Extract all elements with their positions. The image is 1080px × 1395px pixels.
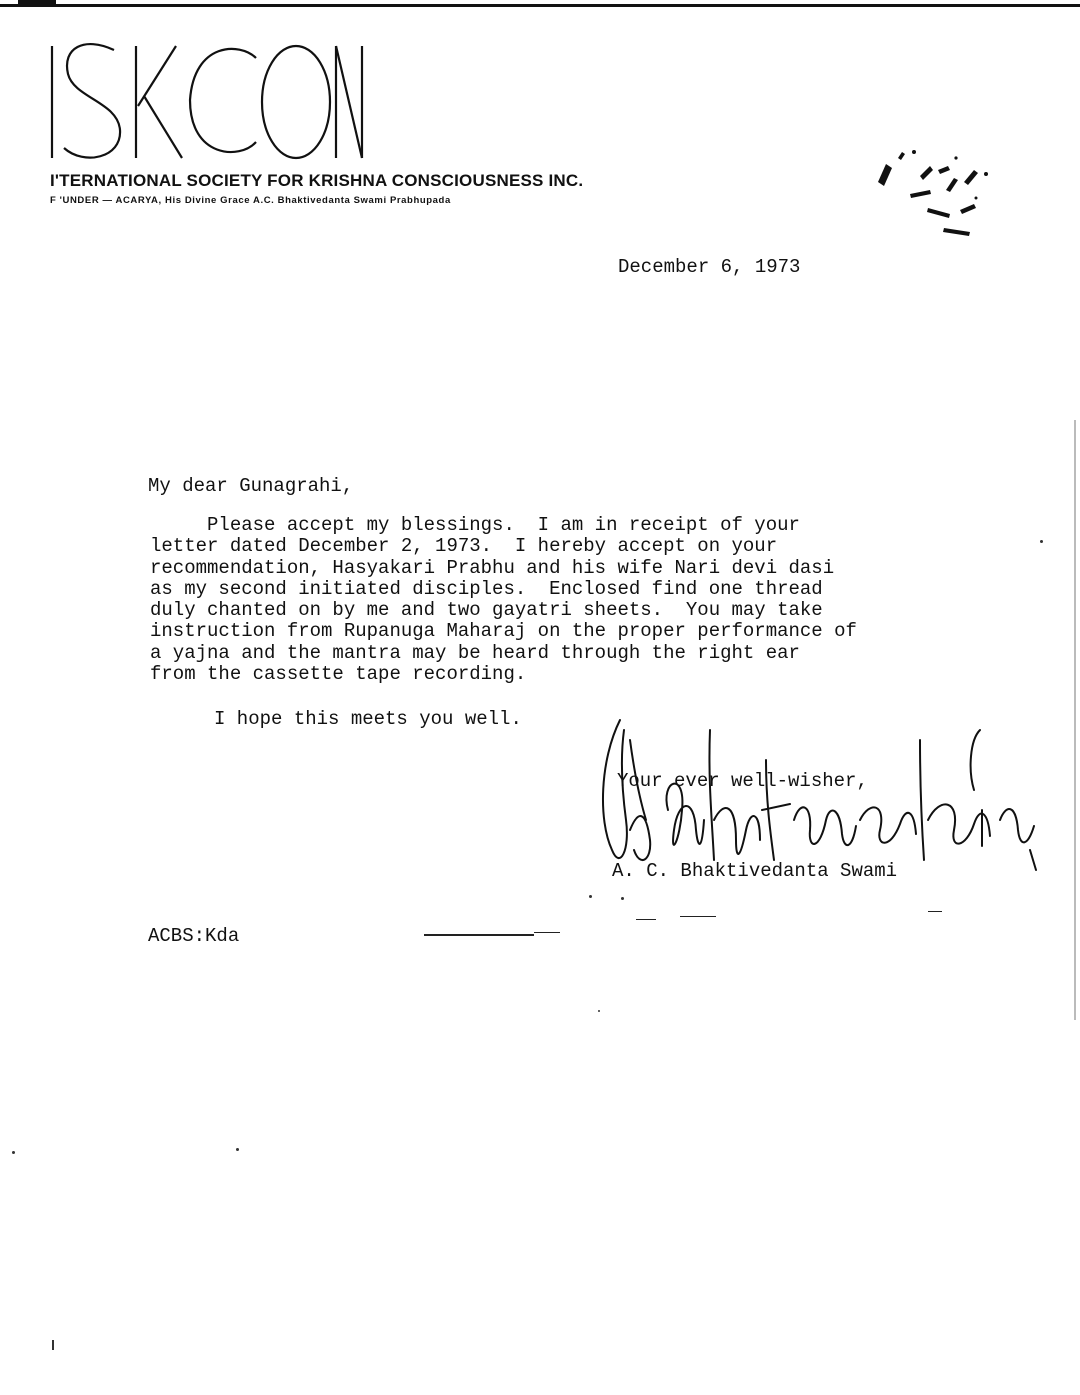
body-line: from the cassette tape recording.	[150, 663, 527, 686]
scan-speck	[621, 897, 624, 900]
received-stamp	[868, 130, 1008, 240]
scan-speck	[598, 1010, 600, 1012]
body-line: recommendation, Hasyakari Prabhu and his wife Nari devi dasi	[150, 556, 835, 579]
closing-line: I hope this meets you well.	[214, 708, 522, 730]
top-border-line	[0, 4, 1080, 7]
reference-initials: ACBS:Kda	[148, 925, 240, 947]
signer-name: A. C. Bhaktivedanta Swami	[612, 860, 898, 882]
letter-date: December 6, 1973	[618, 256, 801, 278]
scan-artifact-line	[680, 916, 716, 917]
iskcon-logo	[44, 36, 364, 166]
scan-speck	[589, 895, 592, 898]
letter-body	[150, 515, 990, 685]
scan-edge-shadow	[1074, 420, 1076, 1020]
salutation: My dear Gunagrahi,	[148, 475, 354, 497]
scan-artifact-line	[636, 919, 656, 920]
sign-off: Your ever well-wisher,	[617, 770, 868, 792]
scan-speck	[236, 1148, 239, 1151]
body-line: instruction from Rupanuga Maharaj on the proper performance of	[150, 620, 857, 643]
scan-artifact-line	[424, 934, 534, 936]
body-line: a yajna and the mantra may be heard through the right ear	[150, 641, 800, 664]
top-corner-mark	[18, 0, 56, 5]
handwritten-signature	[590, 700, 1060, 900]
scan-speck	[12, 1151, 15, 1154]
founder-acarya-line: F 'UNDER — ACARYA, His Divine Grace A.C. Bhaktivedanta Swami Prabhupada	[50, 195, 451, 206]
body-line: as my second initiated disciples. Enclosed find one thread	[150, 577, 823, 600]
scan-artifact-line	[534, 932, 560, 933]
organization-name: I'TERNATIONAL SOCIETY FOR KRISHNA CONSCIOUSNESS INC.	[50, 171, 584, 190]
scan-artifact-line	[928, 911, 942, 912]
body-line: letter dated December 2, 1973. I hereby accept on your	[150, 535, 778, 558]
scan-speck	[1040, 540, 1043, 543]
body-line: duly chanted on by me and two gayatri sheets. You may take	[150, 599, 823, 622]
scan-speck	[52, 1340, 54, 1350]
body-line: Please accept my blessings. I am in receipt of your	[150, 514, 800, 536]
